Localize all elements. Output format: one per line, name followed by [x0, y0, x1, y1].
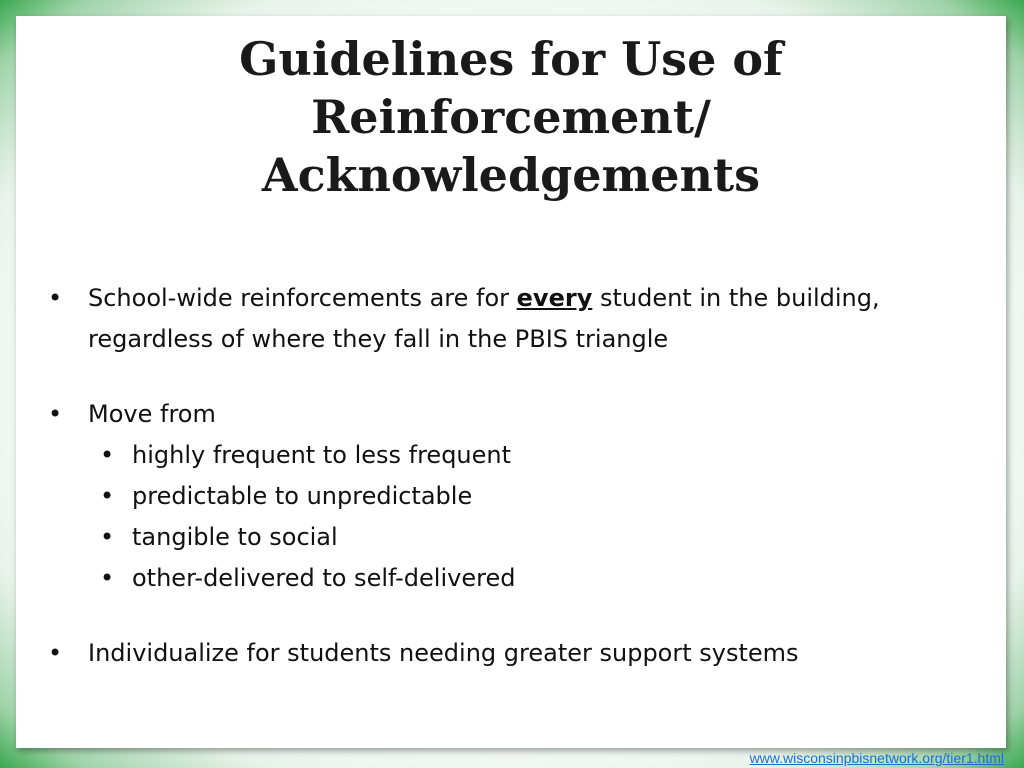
sub-bullet-marker: • [100, 564, 115, 592]
sub-bullet-3-text: tangible to social [132, 523, 338, 551]
title-line-2: Reinforcement/ [311, 90, 711, 144]
source-link[interactable]: www.wisconsinpbisnetwork.org/tier1.html [749, 750, 1004, 766]
sub-bullet-item-3 [48, 517, 968, 558]
bullet-marker: • [48, 639, 63, 667]
bullet-1-text-before: School-wide reinforcements are for [88, 284, 517, 312]
bullet-item-1 [48, 278, 968, 360]
bullet-1-text-after: student in the building, regardless of where they fall in the PBIS triangle [88, 284, 880, 353]
sub-bullet-marker: • [100, 523, 115, 551]
sub-bullet-item-4 [48, 558, 968, 599]
sub-bullet-marker: • [100, 482, 115, 510]
spacer [48, 599, 968, 633]
sub-bullet-item-2 [48, 476, 968, 517]
bullet-1-emphasis: every [516, 284, 593, 312]
bullet-2-text: Move from [88, 400, 216, 428]
bullet-3-text: Individualize for students needing greater support systems [88, 639, 799, 667]
sub-bullet-2-text: predictable to unpredictable [132, 482, 473, 510]
slide-title [16, 30, 1006, 204]
title-line-3: Acknowledgements [261, 148, 761, 202]
sub-bullet-item-1 [48, 435, 968, 476]
sub-bullet-4-text: other-delivered to self-delivered [132, 564, 516, 592]
bullet-item-3 [48, 633, 968, 674]
bullet-item-2 [48, 394, 968, 435]
bullet-marker: • [48, 400, 63, 428]
title-line-1: Guidelines for Use of [239, 32, 783, 86]
bullet-marker: • [48, 284, 63, 312]
bullet-list [48, 278, 968, 674]
slide [16, 16, 1006, 748]
sub-bullet-marker: • [100, 441, 115, 469]
sub-bullet-1-text: highly frequent to less frequent [132, 441, 512, 469]
spacer [48, 360, 968, 394]
